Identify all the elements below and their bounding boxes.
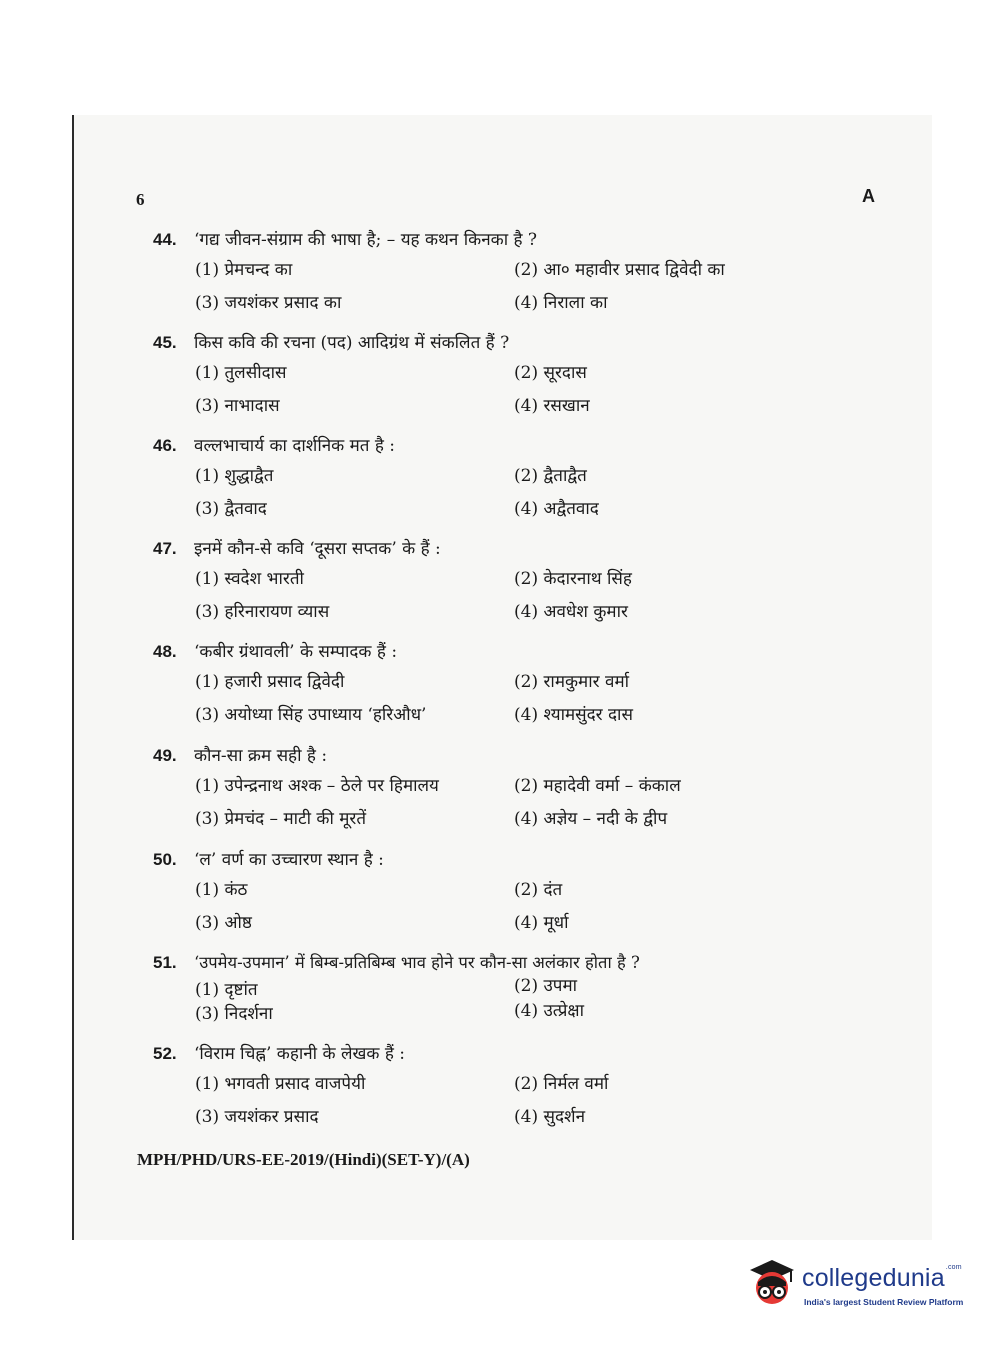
option-1: (1) दृष्टांत xyxy=(195,980,258,1000)
option-3: (3) अयोध्या सिंह उपाध्याय ‘हरिऔध’ xyxy=(195,705,427,725)
option-2: (2) द्वैताद्वैत xyxy=(514,466,587,486)
logo-wordmark: collegedunia$^{.com}$ xyxy=(802,1264,962,1292)
option-2: (2) दंत xyxy=(514,880,563,900)
student-mascot-icon xyxy=(744,1256,800,1312)
paper-code: MPH/PHD/URS-EE-2019/(Hindi)(SET-Y)/(A) xyxy=(137,1150,470,1169)
question-text: ‘विराम चिह्न’ कहानी के लेखक हैं : xyxy=(194,1044,406,1064)
option-4: (4) रसखान xyxy=(514,396,590,416)
option-1: (1) हजारी प्रसाद द्विवेदी xyxy=(195,672,345,692)
logo-tagline: India's largest Student Review Platform xyxy=(804,1297,964,1307)
question-number: 46. xyxy=(153,436,177,455)
option-4: (4) अज्ञेय – नदी के द्वीप xyxy=(514,809,668,829)
question-45 xyxy=(153,330,793,422)
option-2: (2) उपमा xyxy=(514,976,578,996)
question-text: कौन-सा क्रम सही है : xyxy=(194,746,328,766)
option-3: (3) प्रेमचंद – माटी की मूरतें xyxy=(195,809,367,829)
option-2: (2) रामकुमार वर्मा xyxy=(514,672,630,692)
question-number: 44. xyxy=(153,230,177,249)
option-1: (1) उपेन्द्रनाथ अश्क – ठेले पर हिमालय xyxy=(195,776,439,796)
question-text: ‘गद्य जीवन-संग्राम की भाषा है; – यह कथन किनका है ? xyxy=(194,230,538,250)
option-2: (2) सूरदास xyxy=(514,363,587,383)
option-4: (4) निराला का xyxy=(514,293,608,313)
option-1: (1) स्वदेश भारती xyxy=(195,569,304,589)
collegedunia-watermark xyxy=(744,1256,974,1318)
question-number: 47. xyxy=(153,539,177,558)
question-number: 50. xyxy=(153,850,177,869)
question-49 xyxy=(153,743,793,835)
question-47 xyxy=(153,536,793,628)
page-number: 6 xyxy=(136,190,145,209)
option-2: (2) निर्मल वर्मा xyxy=(514,1074,609,1094)
option-4: (4) मूर्धा xyxy=(514,913,569,933)
option-3: (3) हरिनारायण व्यास xyxy=(195,602,330,622)
question-text: वल्लभाचार्य का दार्शनिक मत है : xyxy=(194,436,396,456)
question-text: ‘उपमेय-उपमान’ में बिम्ब-प्रतिबिम्ब भाव होने पर कौन-सा अलंकार होता है ? xyxy=(194,953,640,972)
option-4: (4) अवधेश कुमार xyxy=(514,602,628,622)
question-number: 49. xyxy=(153,746,177,765)
option-4: (4) अद्वैतवाद xyxy=(514,499,599,519)
question-44 xyxy=(153,227,793,319)
option-3: (3) जयशंकर प्रसाद xyxy=(195,1107,319,1127)
question-number: 48. xyxy=(153,642,177,661)
question-text: ‘ल’ वर्ण का उच्चारण स्थान है : xyxy=(194,850,384,870)
option-3: (3) ओष्ठ xyxy=(195,913,252,933)
question-number: 51. xyxy=(153,953,177,972)
option-3: (3) द्वैतवाद xyxy=(195,499,267,519)
question-50 xyxy=(153,847,793,939)
option-1: (1) प्रेमचन्द का xyxy=(195,260,293,280)
option-1: (1) तुलसीदास xyxy=(195,363,287,383)
question-48 xyxy=(153,639,793,731)
option-1: (1) भगवती प्रसाद वाजपेयी xyxy=(195,1074,366,1094)
question-46 xyxy=(153,433,793,525)
question-text: किस कवि की रचना (पद) आदिग्रंथ में संकलित हैं ? xyxy=(194,333,510,353)
option-2: (2) केदारनाथ सिंह xyxy=(514,569,632,589)
question-text: ‘कबीर ग्रंथावली’ के सम्पादक हैं : xyxy=(194,642,398,662)
question-51 xyxy=(153,950,793,1026)
option-4: (4) श्यामसुंदर दास xyxy=(514,705,633,725)
set-letter: A xyxy=(862,186,875,206)
option-1: (1) शुद्धाद्वैत xyxy=(195,466,274,486)
question-text: इनमें कौन-से कवि ‘दूसरा सप्तक’ के हैं : xyxy=(194,539,441,559)
question-52 xyxy=(153,1041,793,1133)
option-3: (3) नाभादास xyxy=(195,396,280,416)
option-3: (3) निदर्शना xyxy=(195,1004,273,1024)
question-number: 45. xyxy=(153,333,177,352)
question-number: 52. xyxy=(153,1044,177,1063)
option-4: (4) सुदर्शन xyxy=(514,1107,585,1127)
option-3: (3) जयशंकर प्रसाद का xyxy=(195,293,342,313)
option-4: (4) उत्प्रेक्षा xyxy=(514,1001,584,1021)
option-2: (2) आ० महावीर प्रसाद द्विवेदी का xyxy=(514,260,725,280)
option-2: (2) महादेवी वर्मा – कंकाल xyxy=(514,776,681,796)
option-1: (1) कंठ xyxy=(195,880,248,900)
